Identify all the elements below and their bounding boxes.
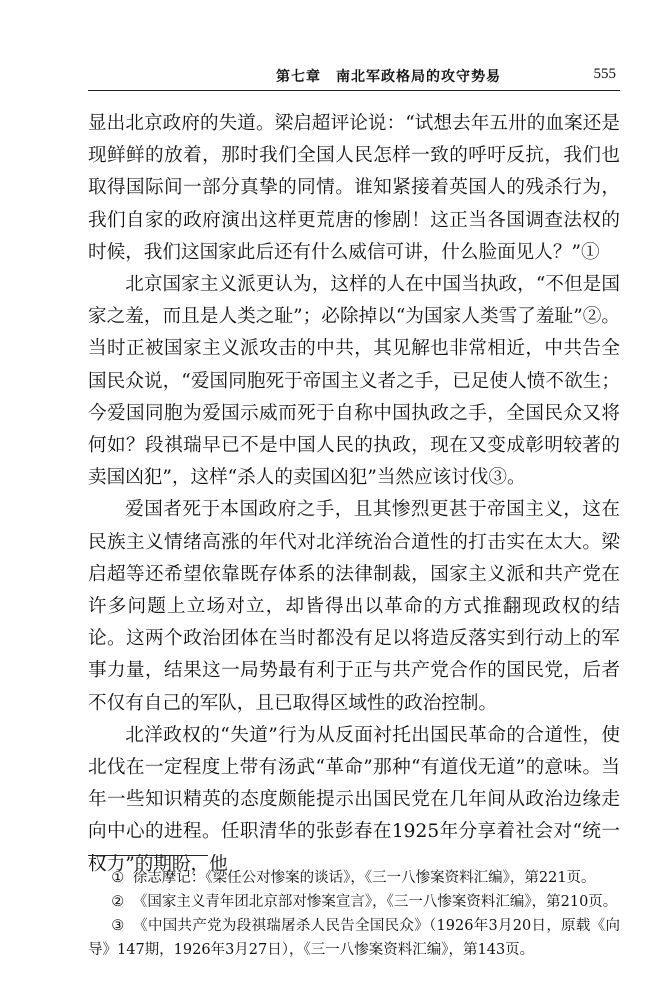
footnote-text: 《国家主义青年团北京部对惨案宣言》，《三一八惨案资料汇编》，第210页。 bbox=[132, 894, 618, 910]
footnote bbox=[88, 914, 620, 962]
paragraph: 北京国家主义派更认为，这样的人在中国当执政，“不但是国家之羞，而且是人类之耻”；必除掉以“为国家人类雪了羞耻”②。当时正被国家主义派攻击的中共，其见解也非常相近，中共告全国民众说，“爱国同胞死于帝国主义者之手，已足使人愤不欲生；今爱国同胞为爱国示威而死于自称中国执政之手，全国民众又将何如？段祺瑞早已不是中国人民的执政，现在又变成彰明较著的卖国凶犯”，这样“杀人的卖国凶犯”当然应该讨伐③。 bbox=[88, 274, 620, 489]
chapter-title: 第七章 南北军政格局的攻守势易 bbox=[276, 69, 501, 85]
footnote bbox=[88, 890, 620, 914]
paragraph-continued: 显出北京政府的失道。梁启超评论说：“试想去年五卅的血案还是现鲜鲜的放着，那时我们全国人民怎样一致的呼吁反抗，我们也取得国际间一部分真挚的同情。谁知紧接着英国人的残杀行为，我们自家的政府演出这样更荒唐的惨剧！这正当各国调查法权的时候，我们这国家此后还有什么威信可讲，什么脸面见人？”① bbox=[88, 113, 620, 263]
footnote-text: 徐志摩记：《梁任公对惨案的谈话》，《三一八惨案资料汇编》，第221页。 bbox=[132, 870, 596, 886]
footnote-separator bbox=[88, 855, 208, 856]
page-number: 555 bbox=[593, 66, 616, 82]
running-header bbox=[88, 64, 620, 91]
footnote-mark: ① bbox=[111, 870, 125, 886]
paragraph: 北洋政权的“失道”行为从反面衬托出国民革命的合道性，使北伐在一定程度上带有汤武“革命”那种“有道伐无道”的意味。当年一些知识精英的态度颇能提示出国民党在几年间从政治边缘走向中心的进程。任职清华的张彭春在1925年分享着社会对“统一权力”的期盼，他 bbox=[88, 724, 620, 875]
body-text bbox=[88, 108, 620, 881]
footnote-text: 《中国共产党为段祺瑞屠杀人民告全国民众》（1926年3月20日，原载《向导》147期，1926年3月27日），《三一八惨案资料汇编》，第143页。 bbox=[88, 918, 621, 958]
footnotes bbox=[88, 866, 620, 962]
paragraph: 爱国者死于本国政府之手，且其惨烈更甚于帝国主义，这在民族主义情绪高涨的年代对北洋统治合道性的打击实在太大。梁启超等还希望依靠既存体系的法律制裁，国家主义派和共产党在许多问题上立场对立，却皆得出以革命的方式推翻现政权的结论。这两个政治团体在当时都没有足以将造反落实到行动上的军事力量，结果这一局势最有利于正与共产党合作的国民党，后者不仅有自己的军队，且已取得区域性的政治控制。 bbox=[88, 499, 620, 714]
footnote-mark: ② bbox=[111, 894, 125, 910]
footnote-mark: ③ bbox=[111, 918, 125, 934]
footnote bbox=[88, 866, 620, 890]
